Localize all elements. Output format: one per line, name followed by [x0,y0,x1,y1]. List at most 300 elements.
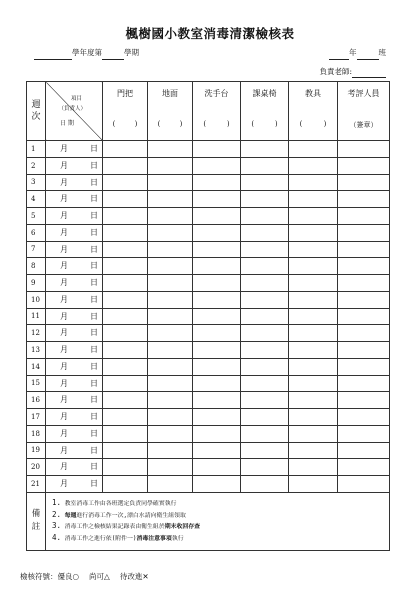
table-row [27,191,390,208]
check-cell[interactable] [338,141,390,158]
check-cell[interactable] [241,476,289,493]
check-cell[interactable] [103,442,148,459]
year-label: 學年度第 [72,48,102,57]
check-cell[interactable] [338,325,390,342]
check-cell[interactable] [103,425,148,442]
week-number: 6 [27,224,46,241]
table-row [27,325,390,342]
col-header-label: 考評人員 [347,89,380,98]
check-cell[interactable] [103,358,148,375]
week-number: 15 [27,375,46,392]
check-cell[interactable] [148,375,193,392]
check-cell[interactable] [289,157,338,174]
check-cell[interactable] [289,375,338,392]
date-cell[interactable] [46,157,103,174]
check-cell[interactable] [193,208,241,225]
check-cell[interactable] [148,459,193,476]
date-cell[interactable] [46,224,103,241]
check-cell[interactable] [338,224,390,241]
check-cell[interactable] [148,442,193,459]
check-cell[interactable] [193,392,241,409]
check-cell[interactable] [193,425,241,442]
check-cell[interactable] [103,174,148,191]
paren-open: ( [203,120,207,128]
week-number: 14 [27,358,46,375]
week-number: 17 [27,409,46,426]
check-cell[interactable] [338,392,390,409]
month-label: 月 [60,462,68,472]
date-cell[interactable] [46,409,103,426]
week-number: 9 [27,275,46,292]
month-label: 月 [60,378,68,388]
col-header-sink [193,82,241,141]
check-cell[interactable] [338,308,390,325]
note-text: 教室消毒工作由各班選定負責同學確實執行 [64,501,177,508]
week-number: 13 [27,342,46,359]
check-cell[interactable] [289,459,338,476]
check-cell[interactable] [338,476,390,493]
day-label: 日 [90,177,98,187]
table-row [27,174,390,191]
check-cell[interactable] [193,141,241,158]
week-number: 19 [27,442,46,459]
check-cell[interactable] [241,342,289,359]
month-label: 月 [60,244,68,254]
paren-open: ( [112,120,116,128]
day-label: 日 [90,462,98,472]
check-cell[interactable] [193,191,241,208]
paren-close: ) [134,120,138,128]
week-number: 5 [27,208,46,225]
table-row [27,459,390,476]
check-cell[interactable] [241,308,289,325]
check-cell[interactable] [289,325,338,342]
check-cell[interactable] [148,342,193,359]
check-cell[interactable] [148,191,193,208]
check-cell[interactable] [289,241,338,258]
legend [20,571,159,582]
table-row [27,275,390,292]
check-cell[interactable] [241,141,289,158]
check-cell[interactable] [338,291,390,308]
week-number: 16 [27,392,46,409]
check-cell[interactable] [241,275,289,292]
week-number: 8 [27,258,46,275]
date-cell[interactable] [46,275,103,292]
day-label: 日 [90,211,98,220]
check-cell[interactable] [148,258,193,275]
check-cell[interactable] [103,141,148,158]
check-cell[interactable] [148,291,193,308]
col-owner-parens [193,120,240,128]
col-header-label: 課桌椅 [252,89,277,98]
check-cell[interactable] [103,308,148,325]
date-cell[interactable] [46,325,103,342]
col-header-label: 地面 [162,89,178,98]
semester-blank[interactable] [102,49,124,60]
check-cell[interactable] [338,174,390,191]
col-header-label: 洗手台 [204,89,229,98]
check-cell[interactable] [338,275,390,292]
month-label: 月 [60,194,68,204]
check-cell[interactable] [103,157,148,174]
check-cell[interactable] [148,141,193,158]
note-number: 1. [52,498,62,508]
day-label: 日 [90,261,98,271]
note-emphasis: 每週 [64,512,77,519]
check-cell[interactable] [148,425,193,442]
note-number: 3. [52,521,62,531]
check-cell[interactable] [241,442,289,459]
check-cell[interactable] [241,459,289,476]
note-number: 2. [52,509,62,519]
check-cell[interactable] [289,442,338,459]
table-row [27,157,390,174]
check-cell[interactable] [148,358,193,375]
check-cell[interactable] [289,409,338,426]
paren-close: ) [179,120,183,128]
check-cell[interactable] [148,174,193,191]
week-number: 4 [27,191,46,208]
note-item [52,498,389,510]
diag-owner-label: （負責人） [58,106,86,112]
table-row [27,208,390,225]
date-cell[interactable] [46,442,103,459]
paren-close: ) [323,120,327,128]
check-cell[interactable] [241,409,289,426]
note-item [52,533,389,545]
check-cell[interactable] [148,241,193,258]
check-cell[interactable] [103,208,148,225]
day-label: 日 [90,428,98,438]
table-row [27,476,390,493]
day-label: 日 [90,244,98,254]
check-cell[interactable] [338,157,390,174]
check-cell[interactable] [148,476,193,493]
week-header-label: 週次 [31,100,41,122]
check-cell[interactable] [103,476,148,493]
check-cell[interactable] [193,442,241,459]
note-emphasis: 期末收回存查 [164,524,201,531]
notes-row [27,492,390,550]
month-label: 月 [60,144,68,153]
month-label: 月 [60,345,68,354]
date-cell[interactable] [46,425,103,442]
check-cell[interactable] [193,174,241,191]
paren-close: ) [274,120,278,128]
check-cell[interactable] [193,258,241,275]
week-number: 10 [27,291,46,308]
date-cell[interactable] [46,476,103,493]
check-cell[interactable] [193,459,241,476]
legend-ok: 尚可△ [89,572,110,581]
check-cell[interactable] [193,275,241,292]
note-item [52,521,389,533]
day-label: 日 [90,311,98,321]
day-label: 日 [90,445,98,455]
check-cell[interactable] [193,308,241,325]
date-cell[interactable] [46,141,103,158]
check-cell[interactable] [289,224,338,241]
notes-label [27,492,46,550]
check-cell[interactable] [241,291,289,308]
check-cell[interactable] [241,258,289,275]
week-number: 2 [27,157,46,174]
day-label: 日 [90,345,98,354]
check-cell[interactable] [338,442,390,459]
week-number: 7 [27,241,46,258]
table-row [27,358,390,375]
week-number: 11 [27,308,46,325]
check-cell[interactable] [148,308,193,325]
month-label: 月 [60,428,68,438]
day-label: 日 [90,160,98,170]
month-label: 月 [60,361,68,371]
check-cell[interactable] [193,325,241,342]
check-cell[interactable] [103,392,148,409]
month-label: 月 [60,294,68,304]
grade-label: 年 [349,48,357,57]
check-cell[interactable] [103,241,148,258]
school-year-info [34,46,139,60]
table-row [27,409,390,426]
check-cell[interactable] [289,358,338,375]
table-row [27,241,390,258]
check-cell[interactable] [289,191,338,208]
check-cell[interactable] [148,275,193,292]
class-blank[interactable] [357,49,379,60]
check-cell[interactable] [338,425,390,442]
month-label: 月 [60,311,68,321]
check-cell[interactable] [193,476,241,493]
check-cell[interactable] [241,157,289,174]
legend-improve: 待改進✕ [119,572,149,581]
legend-label: 檢核符號： [20,572,58,581]
col-owner-parens [148,120,192,128]
check-cell[interactable] [241,208,289,225]
check-cell[interactable] [103,325,148,342]
check-cell[interactable] [103,342,148,359]
check-cell[interactable] [289,342,338,359]
check-cell[interactable] [103,375,148,392]
month-label: 月 [60,412,68,421]
check-cell[interactable] [193,241,241,258]
diag-date-label: 日 期 [60,120,74,127]
col-owner-parens [289,120,337,128]
class-info [34,46,386,60]
paren-open: ( [251,120,255,128]
day-label: 日 [90,361,98,371]
check-cell[interactable] [289,141,338,158]
table-body [27,141,390,493]
check-cell[interactable] [289,308,338,325]
check-cell[interactable] [193,157,241,174]
check-cell[interactable] [241,358,289,375]
check-cell[interactable] [148,392,193,409]
date-cell[interactable] [46,375,103,392]
col-header-floor [148,82,193,141]
check-cell[interactable] [241,241,289,258]
check-cell[interactable] [289,208,338,225]
check-cell[interactable] [241,325,289,342]
note-text: 消毒工作之進行依(附件一) [64,535,137,542]
check-cell[interactable] [241,375,289,392]
check-cell[interactable] [148,325,193,342]
date-cell[interactable] [46,342,103,359]
check-cell[interactable] [193,375,241,392]
week-header [27,82,46,141]
semester-label: 學期 [124,48,139,57]
month-label: 月 [60,395,68,405]
check-cell[interactable] [338,459,390,476]
check-cell[interactable] [241,191,289,208]
week-number: 21 [27,476,46,493]
paren-close: ) [226,120,230,128]
check-cell[interactable] [103,258,148,275]
check-cell[interactable] [338,191,390,208]
grade-blank[interactable] [329,49,349,60]
notes-content [46,492,390,550]
check-cell[interactable] [103,291,148,308]
day-label: 日 [90,395,98,405]
table-row [27,375,390,392]
check-cell[interactable] [103,409,148,426]
check-cell[interactable] [289,258,338,275]
check-cell[interactable] [103,275,148,292]
day-label: 日 [90,194,98,204]
grade-class-info [329,46,386,60]
check-cell[interactable] [103,191,148,208]
table-row [27,308,390,325]
date-cell[interactable] [46,459,103,476]
check-cell[interactable] [338,358,390,375]
check-cell[interactable] [241,392,289,409]
check-cell[interactable] [338,208,390,225]
table-row [27,258,390,275]
reviewer-sign-label: （簽章） [349,121,378,129]
date-cell[interactable] [46,392,103,409]
check-cell[interactable] [241,224,289,241]
paren-open: ( [299,120,303,128]
check-cell[interactable] [338,342,390,359]
note-number: 4. [52,532,62,542]
date-cell[interactable] [46,191,103,208]
date-cell[interactable] [46,241,103,258]
check-cell[interactable] [241,174,289,191]
check-cell[interactable] [338,409,390,426]
check-cell[interactable] [193,342,241,359]
notes-label-1: 備 [31,509,41,520]
day-label: 日 [90,328,98,338]
day-label: 日 [90,294,98,304]
teacher-blank[interactable] [352,67,386,78]
week-number: 20 [27,459,46,476]
table-row [27,141,390,158]
check-cell[interactable] [148,224,193,241]
table-row [27,291,390,308]
note-text: 執行 [171,535,184,542]
col-owner-parens [241,120,288,128]
check-cell[interactable] [289,275,338,292]
diagonal-header [46,82,103,141]
check-cell[interactable] [193,224,241,241]
day-label: 日 [90,227,98,237]
check-cell[interactable] [193,409,241,426]
note-item [52,510,389,522]
check-cell[interactable] [103,459,148,476]
table-row [27,342,390,359]
check-cell[interactable] [193,291,241,308]
table-row [27,442,390,459]
week-number: 18 [27,425,46,442]
date-cell[interactable] [46,208,103,225]
col-header-desks [241,82,289,141]
col-header-handle [103,82,148,141]
col-header-teaching-aids [289,82,338,141]
month-label: 月 [60,328,68,338]
date-cell[interactable] [46,308,103,325]
check-cell[interactable] [193,358,241,375]
date-cell[interactable] [46,174,103,191]
table-row [27,425,390,442]
col-header-label: 教具 [305,89,321,98]
check-cell[interactable] [289,425,338,442]
month-label: 月 [60,227,68,237]
note-emphasis: 消毒注意事項 [136,535,172,542]
check-cell[interactable] [241,425,289,442]
day-label: 日 [90,412,98,421]
month-label: 月 [60,211,68,220]
check-cell[interactable] [338,375,390,392]
month-label: 月 [60,278,68,287]
week-number: 3 [27,174,46,191]
date-cell[interactable] [46,358,103,375]
table-row [27,224,390,241]
paren-open: ( [157,120,161,128]
col-header-reviewer [338,82,390,141]
check-cell[interactable] [148,208,193,225]
check-cell[interactable] [289,174,338,191]
col-header-label: 門把 [117,89,133,98]
week-number: 12 [27,325,46,342]
check-cell[interactable] [103,224,148,241]
check-cell[interactable] [289,392,338,409]
month-label: 月 [60,261,68,271]
diag-item-label: 項目 [70,96,82,102]
date-cell[interactable] [46,291,103,308]
legend-good: 優良○ [57,572,80,581]
day-label: 日 [90,278,98,287]
week-number: 1 [27,141,46,158]
check-cell[interactable] [148,409,193,426]
day-label: 日 [90,378,98,388]
check-cell[interactable] [289,291,338,308]
date-cell[interactable] [46,258,103,275]
month-label: 月 [60,177,68,187]
check-cell[interactable] [338,258,390,275]
header-row [27,82,390,141]
day-label: 日 [90,144,98,153]
day-label: 日 [90,479,98,488]
check-cell[interactable] [148,157,193,174]
check-cell[interactable] [289,476,338,493]
col-owner-parens [103,120,147,128]
teacher-label: 負責老師: [319,67,352,76]
check-cell[interactable] [338,241,390,258]
year-blank[interactable] [34,49,72,60]
class-label: 班 [378,48,386,57]
notes-list [46,498,389,544]
